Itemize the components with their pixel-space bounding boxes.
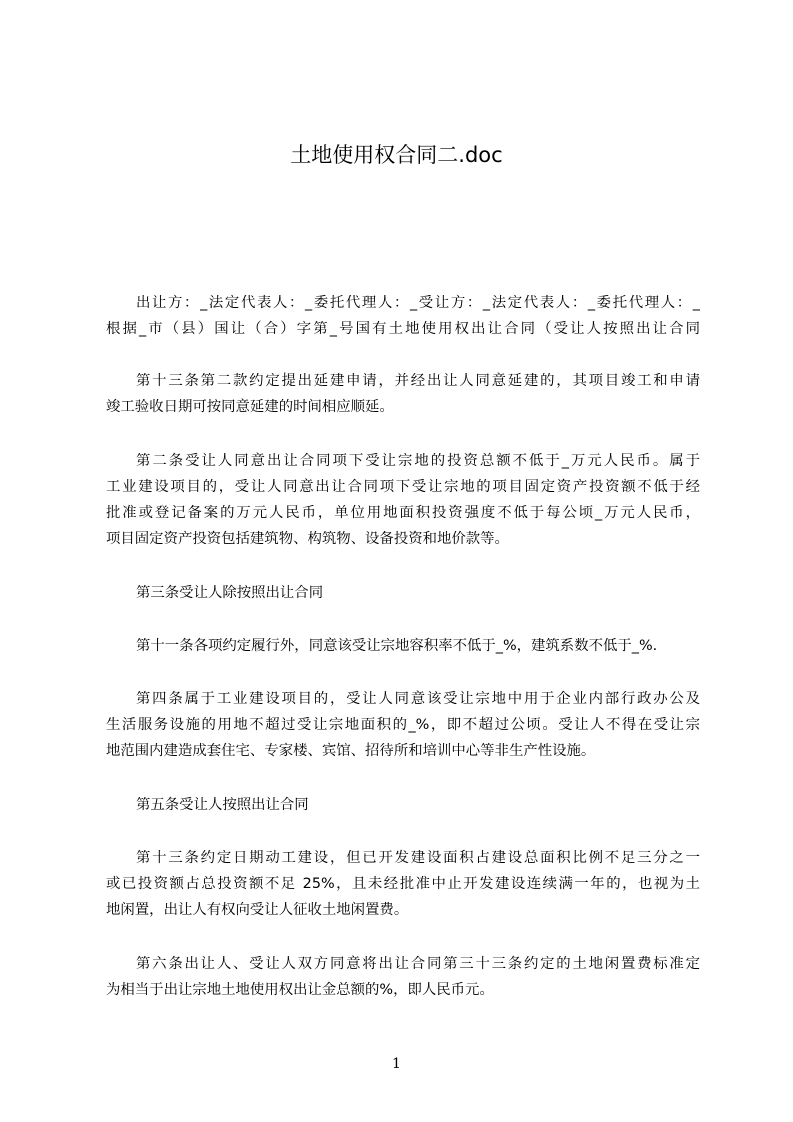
paragraph-line: 第二条受让人同意出让合同项下受让宗地的投资总额不低于_万元人民币。属于 — [136, 453, 700, 469]
paragraph-article-2 — [106, 448, 700, 552]
paragraph-article-3 — [106, 580, 700, 606]
paragraph-article-5 — [106, 792, 700, 818]
paragraph-article-4 — [106, 686, 700, 764]
paragraph-line: 工业建设项目的，受让人同意出让合同项下受让宗地的项目固定资产投资额不低于经 — [106, 479, 700, 495]
paragraph-line: 第六条出让人、受让人双方同意将出让合同第三十三条约定的土地闲置费标准定 — [136, 956, 700, 972]
paragraph-article-6 — [106, 951, 700, 1003]
paragraph-line: 为相当于出让宗地土地使用权出让金总额的%，即人民币元。 — [106, 982, 494, 998]
paragraph-line: 地范围内建造成套住宅、专家楼、宾馆、招待所和培训中心等非生产性设施。 — [106, 743, 596, 759]
paragraph-line: 项目固定资产投资包括建筑物、构筑物、设备投资和地价款等。 — [106, 531, 509, 547]
paragraph-article-11 — [106, 633, 700, 659]
paragraph-parties — [106, 290, 700, 342]
paragraph-line: 地闲置，出让人有权向受让人征收土地闲置费。 — [106, 902, 409, 918]
document-title: 土地使用权合同二.doc — [290, 143, 503, 167]
paragraph-line: 第三条受让人除按照出让合同 — [136, 585, 324, 601]
paragraph-article-13 — [106, 845, 700, 923]
paragraph-line: 或已投资额占总投资额不足 25%，且未经批准中止开发建设连续满一年的，也视为土 — [106, 876, 700, 892]
paragraph-extension — [106, 368, 700, 420]
paragraph-line: 第四条属于工业建设项目的，受让人同意该受让宗地中用于企业内部行政办公及 — [136, 691, 700, 707]
paragraph-line: 第五条受让人按照出让合同 — [136, 797, 309, 813]
page-number: 1 — [392, 1056, 401, 1072]
paragraph-line: 生活服务设施的用地不超过受让宗地面积的_%，即不超过公顷。受让人不得在受让宗 — [106, 717, 700, 733]
paragraph-line: 批准或登记备案的万元人民币，单位用地面积投资强度不低于每公顷_万元人民币， — [106, 505, 700, 521]
paragraph-line: 出让方：_法定代表人：_委托代理人：_受让方：_法定代表人：_委托代理人：_ — [136, 295, 700, 311]
paragraph-line: 竣工验收日期可按同意延建的时间相应顺延。 — [106, 399, 394, 415]
paragraph-line: 根据_市（县）国让（合）字第_号国有土地使用权出让合同（受让人按照出让合同 — [106, 321, 700, 337]
paragraph-line: 第十一条各项约定履行外，同意该受让宗地容积率不低于_%，建筑系数不低于_%. — [136, 638, 658, 654]
paragraph-line: 第十三条约定日期动工建设，但已开发建设面积占建设总面积比例不足三分之一 — [136, 850, 700, 866]
paragraph-line: 第十三条第二款约定提出延建申请，并经出让人同意延建的，其项目竣工和申请 — [136, 373, 700, 389]
